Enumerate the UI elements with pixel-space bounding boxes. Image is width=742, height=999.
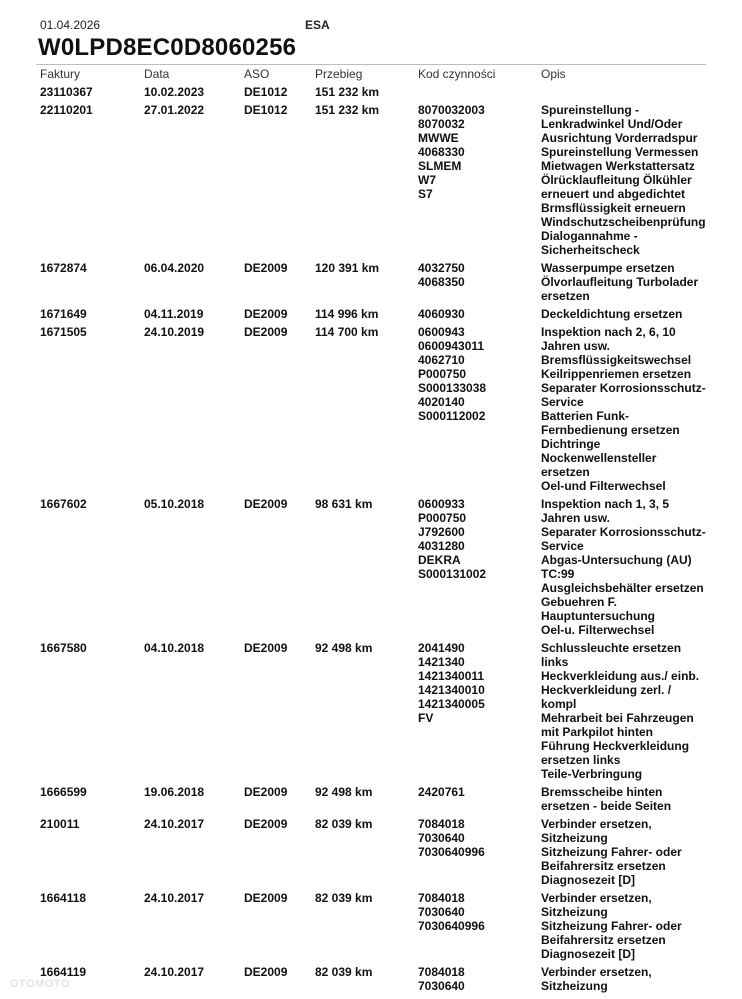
description-line: Ölrücklaufleitung Ölkühler bbox=[541, 173, 692, 187]
header-divider bbox=[36, 64, 706, 65]
table-row bbox=[0, 496, 742, 640]
operation-code: 4068330 bbox=[418, 145, 465, 159]
description-line: Fernbedienung ersetzen bbox=[541, 423, 680, 437]
operation-code: 4032750 bbox=[418, 261, 465, 275]
description bbox=[541, 497, 709, 637]
table-row bbox=[0, 324, 742, 496]
description-line: Mehrarbeit bei Fahrzeugen bbox=[541, 711, 694, 725]
operation-code: 7030640996 bbox=[418, 919, 485, 933]
operation-code: 2420761 bbox=[418, 785, 465, 799]
operation-codes bbox=[418, 261, 465, 289]
description-line: ersetzen bbox=[541, 465, 590, 479]
operation-codes bbox=[418, 785, 465, 799]
operation-code: 0600943 bbox=[418, 325, 465, 339]
description-line: mit Parkpilot hinten bbox=[541, 725, 654, 739]
description-line: Hauptuntersuchung bbox=[541, 609, 655, 623]
service-date: 06.04.2020 bbox=[144, 261, 205, 275]
operation-code: 0600933 bbox=[418, 497, 465, 511]
description-line: Spureinstellung - bbox=[541, 103, 640, 117]
dealer-code: DE2009 bbox=[244, 325, 288, 339]
operation-code: 1421340005 bbox=[418, 697, 485, 711]
operation-code: S000112002 bbox=[418, 409, 486, 423]
description-line: Teile-Verbringung bbox=[541, 767, 643, 781]
description-line: Jahren usw. bbox=[541, 339, 610, 353]
mileage: 92 498 km bbox=[315, 785, 373, 799]
description-line: TC:99 bbox=[541, 567, 575, 581]
description-line: Ausgleichsbehälter ersetzen bbox=[541, 581, 704, 595]
description bbox=[541, 785, 709, 813]
operation-code: 8070032 bbox=[418, 117, 465, 131]
service-table-body bbox=[0, 84, 742, 996]
description-line: Sitzheizung bbox=[541, 979, 608, 993]
operation-codes bbox=[418, 497, 486, 581]
invoice-number: 1667580 bbox=[40, 641, 87, 655]
operation-code: 7030640996 bbox=[418, 845, 485, 859]
service-date: 10.02.2023 bbox=[144, 85, 205, 99]
column-header-kod: Kod czynności bbox=[418, 67, 496, 81]
invoice-number: 23110367 bbox=[40, 85, 93, 99]
operation-code: 1421340010 bbox=[418, 683, 485, 697]
description bbox=[541, 103, 709, 257]
description-line: Inspektion nach 2, 6, 10 bbox=[541, 325, 676, 339]
dealer-code: DE2009 bbox=[244, 307, 288, 321]
operation-code: P000750 bbox=[418, 367, 467, 381]
description-line: kompl bbox=[541, 697, 577, 711]
mileage: 82 039 km bbox=[315, 891, 373, 905]
service-date: 05.10.2018 bbox=[144, 497, 205, 511]
description-line: Diagnosezeit [D] bbox=[541, 873, 636, 887]
operation-code: 4062710 bbox=[418, 353, 465, 367]
description-line: Sitzheizung bbox=[541, 831, 608, 845]
description-line: Sitzheizung Fahrer- oder bbox=[541, 845, 682, 859]
operation-codes bbox=[418, 325, 486, 423]
table-row bbox=[0, 306, 742, 324]
description-line: Bremsscheibe hinten bbox=[541, 785, 663, 799]
mileage: 114 996 km bbox=[315, 307, 379, 321]
operation-code: 2041490 bbox=[418, 641, 465, 655]
operation-code: 1421340011 bbox=[418, 669, 485, 683]
report-label: ESA bbox=[305, 18, 330, 32]
description-line: Abgas-Untersuchung (AU) bbox=[541, 553, 692, 567]
operation-code: 7030640 bbox=[418, 831, 465, 845]
service-date: 27.01.2022 bbox=[144, 103, 205, 117]
invoice-number: 1671505 bbox=[40, 325, 87, 339]
table-row bbox=[0, 964, 742, 996]
mileage: 98 631 km bbox=[315, 497, 373, 511]
description-line: Beifahrersitz ersetzen bbox=[541, 859, 666, 873]
description-line: Gebuehren F. bbox=[541, 595, 618, 609]
description-line: Oel-u. Filterwechsel bbox=[541, 623, 655, 637]
vin-number: W0LPD8EC0D8060256 bbox=[38, 34, 297, 61]
mileage: 82 039 km bbox=[315, 817, 373, 831]
description-line: Heckverkleidung aus./ einb. bbox=[541, 669, 700, 683]
invoice-number: 1671649 bbox=[40, 307, 87, 321]
description-line: Sicherheitscheck bbox=[541, 243, 640, 257]
operation-code: 7084018 bbox=[418, 965, 465, 979]
column-header-data: Data bbox=[144, 67, 170, 81]
table-row bbox=[0, 102, 742, 260]
description bbox=[541, 817, 709, 887]
description-line: erneuert und abgedichtet bbox=[541, 187, 686, 201]
description-line: Dichtringe bbox=[541, 437, 601, 451]
column-header-aso: ASO bbox=[244, 67, 270, 81]
service-date: 24.10.2019 bbox=[144, 325, 205, 339]
table-row bbox=[0, 816, 742, 890]
watermark-logo: OTOMOTO bbox=[10, 978, 70, 990]
dealer-code: DE2009 bbox=[244, 965, 288, 979]
operation-code: 4068350 bbox=[418, 275, 465, 289]
table-row bbox=[0, 260, 742, 306]
invoice-number: 210011 bbox=[40, 817, 80, 831]
operation-code: 4020140 bbox=[418, 395, 465, 409]
description-line: Inspektion nach 1, 3, 5 bbox=[541, 497, 670, 511]
service-date: 19.06.2018 bbox=[144, 785, 205, 799]
invoice-number: 1667602 bbox=[40, 497, 87, 511]
mileage: 92 498 km bbox=[315, 641, 373, 655]
mileage: 82 039 km bbox=[315, 965, 373, 979]
table-row bbox=[0, 890, 742, 964]
mileage: 120 391 km bbox=[315, 261, 380, 275]
description-line: Separater Korrosionsschutz- bbox=[541, 381, 706, 395]
description-line: Verbinder ersetzen, bbox=[541, 965, 652, 979]
dealer-code: DE2009 bbox=[244, 261, 288, 275]
description bbox=[541, 261, 709, 303]
mileage: 114 700 km bbox=[315, 325, 379, 339]
description-line: Nockenwellensteller bbox=[541, 451, 657, 465]
operation-code: MWWE bbox=[418, 131, 459, 145]
operation-code: S7 bbox=[418, 187, 433, 201]
operation-code: 4060930 bbox=[418, 307, 465, 321]
description-line: Oel-und Filterwechsel bbox=[541, 479, 666, 493]
column-header-faktury: Faktury bbox=[40, 67, 81, 81]
operation-code: 0600943011 bbox=[418, 339, 485, 353]
description-line: Heckverkleidung zerl. / bbox=[541, 683, 672, 697]
description-line: Windschutzscheibenprüfung bbox=[541, 215, 706, 229]
description-line: Bremsflüssigkeitswechsel bbox=[541, 353, 692, 367]
dealer-code: DE2009 bbox=[244, 497, 288, 511]
operation-code: P000750 bbox=[418, 511, 467, 525]
mileage: 151 232 km bbox=[315, 85, 380, 99]
dealer-code: DE1012 bbox=[244, 103, 288, 117]
description-line: Service bbox=[541, 539, 584, 553]
invoice-number: 1672874 bbox=[40, 261, 87, 275]
operation-code: DEKRA bbox=[418, 553, 461, 567]
invoice-number: 1666599 bbox=[40, 785, 87, 799]
description-line: Schlussleuchte ersetzen bbox=[541, 641, 682, 655]
description-line: Ölvorlaufleitung Turbolader bbox=[541, 275, 699, 289]
description-line: Spureinstellung Vermessen bbox=[541, 145, 699, 159]
description-line: ersetzen links bbox=[541, 753, 621, 767]
dealer-code: DE2009 bbox=[244, 817, 288, 831]
operation-codes bbox=[418, 965, 465, 993]
service-date: 24.10.2017 bbox=[144, 817, 205, 831]
operation-code: 4031280 bbox=[418, 539, 465, 553]
dealer-code: DE2009 bbox=[244, 891, 288, 905]
description-line: links bbox=[541, 655, 569, 669]
operation-code: 7030640 bbox=[418, 979, 465, 993]
operation-code: S000133038 bbox=[418, 381, 487, 395]
description-line: Mietwagen Werkstattersatz bbox=[541, 159, 695, 173]
description bbox=[541, 325, 709, 493]
operation-code: 7084018 bbox=[418, 891, 465, 905]
description-line: Verbinder ersetzen, bbox=[541, 817, 652, 831]
description-line: ersetzen - beide Seiten bbox=[541, 799, 672, 813]
description-line: Ausrichtung Vorderradspur bbox=[541, 131, 698, 145]
table-row bbox=[0, 640, 742, 784]
operation-code: S000131002 bbox=[418, 567, 487, 581]
description-line: Wasserpumpe ersetzen bbox=[541, 261, 675, 275]
invoice-number: 1664118 bbox=[40, 891, 87, 905]
service-date: 04.11.2019 bbox=[144, 307, 204, 321]
operation-code: W7 bbox=[418, 173, 436, 187]
service-date: 24.10.2017 bbox=[144, 965, 205, 979]
description-line: Diagnosezeit [D] bbox=[541, 947, 636, 961]
invoice-number: 22110201 bbox=[40, 103, 93, 117]
description bbox=[541, 891, 709, 961]
description-line: Batterien Funk- bbox=[541, 409, 630, 423]
description-line: Führung Heckverkleidung bbox=[541, 739, 690, 753]
operation-code: SLMEM bbox=[418, 159, 462, 173]
description-line: Separater Korrosionsschutz- bbox=[541, 525, 706, 539]
description-line: Service bbox=[541, 395, 584, 409]
description-line: ersetzen bbox=[541, 289, 590, 303]
description-line: Deckeldichtung ersetzen bbox=[541, 307, 683, 321]
column-header-przebieg: Przebieg bbox=[315, 67, 363, 81]
description bbox=[541, 641, 709, 781]
table-header bbox=[0, 67, 742, 83]
description-line: Brmsflüssigkeit erneuern bbox=[541, 201, 686, 215]
operation-codes bbox=[418, 817, 485, 859]
operation-code: 1421340 bbox=[418, 655, 465, 669]
service-date: 04.10.2018 bbox=[144, 641, 205, 655]
description-line: Lenkradwinkel Und/Oder bbox=[541, 117, 683, 131]
description bbox=[541, 307, 709, 321]
description-line: Verbinder ersetzen, bbox=[541, 891, 652, 905]
description-line: Sitzheizung bbox=[541, 905, 608, 919]
column-header-opis: Opis bbox=[541, 67, 566, 81]
description-line: Sitzheizung Fahrer- oder bbox=[541, 919, 682, 933]
description-line: Dialogannahme - bbox=[541, 229, 638, 243]
operation-code: 7084018 bbox=[418, 817, 465, 831]
description-line: Beifahrersitz ersetzen bbox=[541, 933, 666, 947]
operation-codes bbox=[418, 641, 485, 725]
operation-code: 7030640 bbox=[418, 905, 465, 919]
operation-code: 8070032003 bbox=[418, 103, 485, 117]
description-line: Jahren usw. bbox=[541, 511, 610, 525]
mileage: 151 232 km bbox=[315, 103, 380, 117]
operation-code: FV bbox=[418, 711, 434, 725]
operation-codes bbox=[418, 307, 465, 321]
operation-codes bbox=[418, 891, 485, 933]
table-row bbox=[0, 84, 742, 102]
invoice-number: 1664119 bbox=[40, 965, 87, 979]
description bbox=[541, 965, 709, 993]
dealer-code: DE2009 bbox=[244, 785, 288, 799]
report-date: 01.04.2026 bbox=[40, 18, 101, 32]
service-date: 24.10.2017 bbox=[144, 891, 205, 905]
dealer-code: DE1012 bbox=[244, 85, 288, 99]
operation-code: J792600 bbox=[418, 525, 465, 539]
operation-codes bbox=[418, 103, 485, 201]
description-line: Keilrippenriemen ersetzen bbox=[541, 367, 692, 381]
dealer-code: DE2009 bbox=[244, 641, 288, 655]
table-row bbox=[0, 784, 742, 816]
